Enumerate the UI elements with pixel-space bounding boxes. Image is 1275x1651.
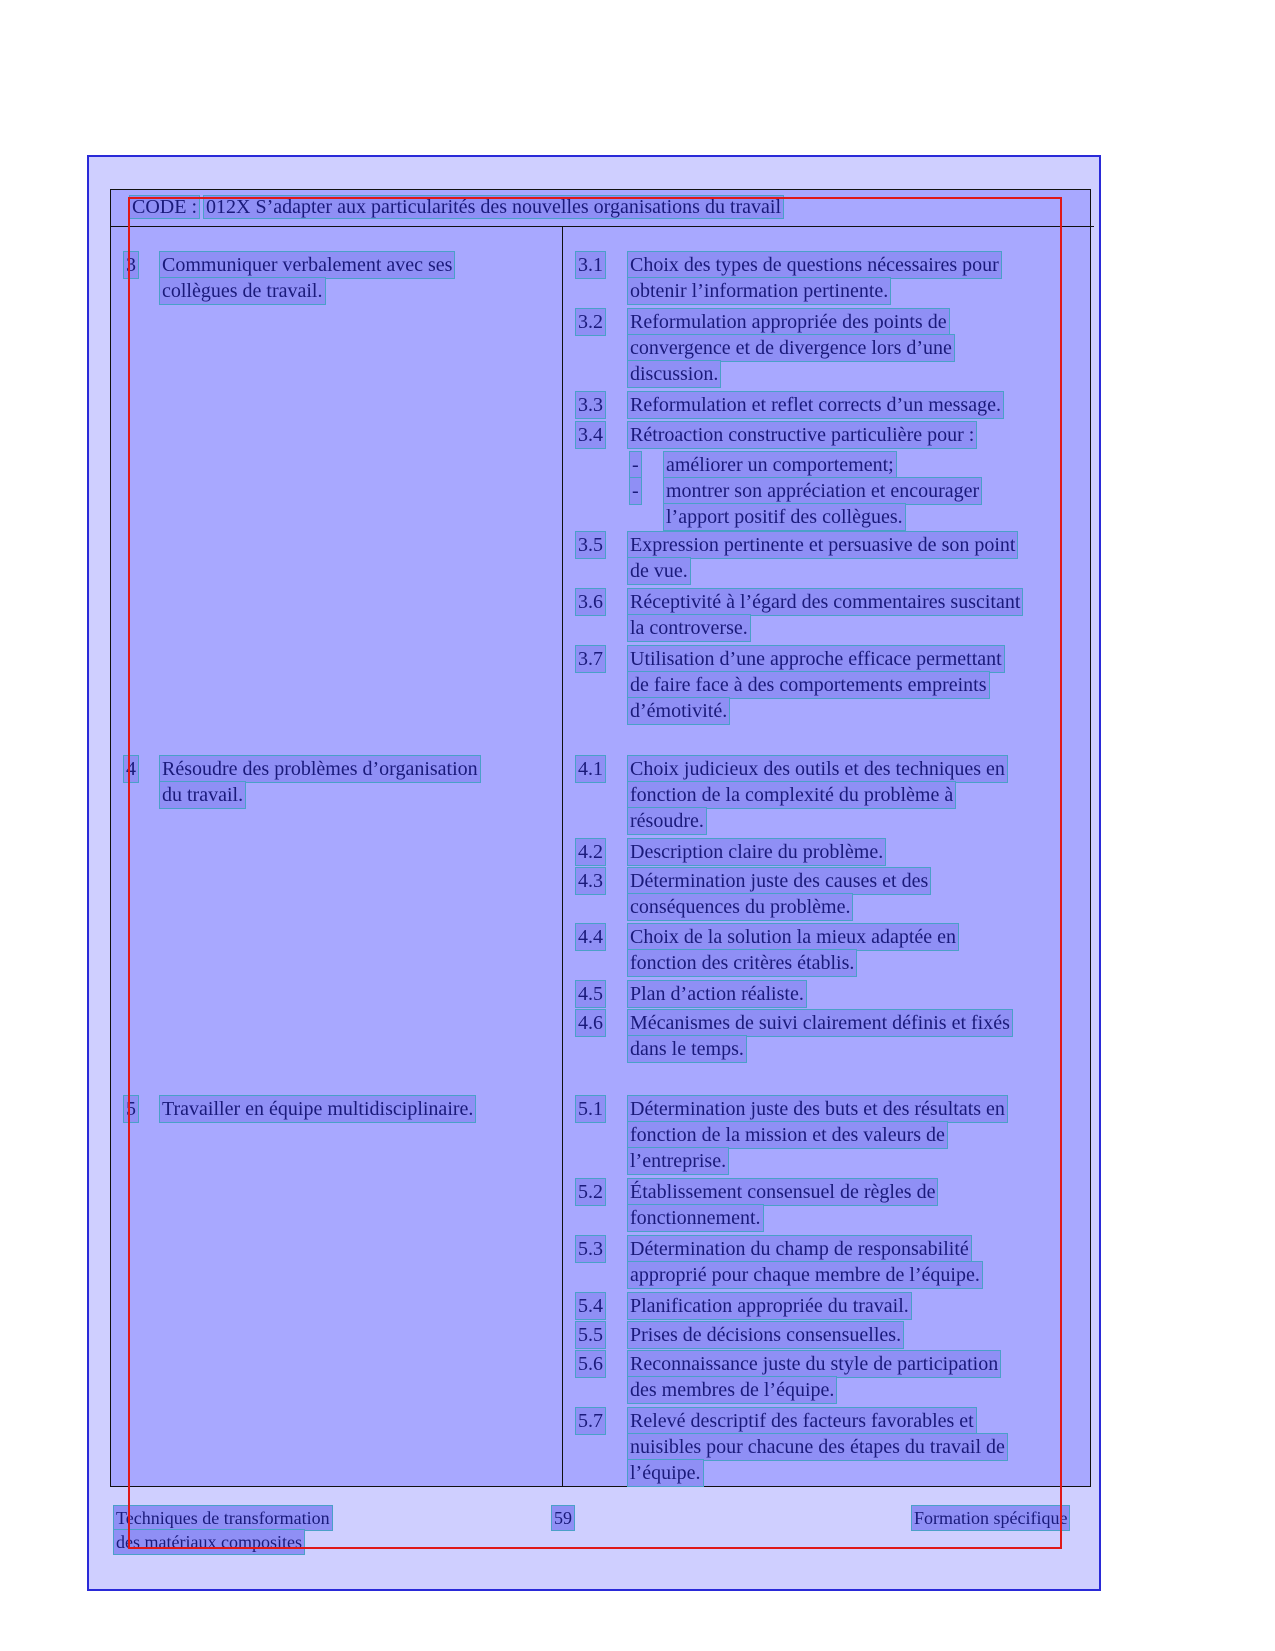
- criterion-number: 3.4: [578, 424, 603, 446]
- criterion-line: Choix de la solution la mieux adaptée en: [630, 926, 957, 948]
- criterion-number: 4.6: [578, 1012, 603, 1034]
- element-number: 4: [126, 758, 136, 780]
- criterion-number: 3.6: [578, 591, 603, 613]
- criterion-line: obtenir l’information pertinente.: [630, 280, 889, 302]
- criterion-line: Prises de décisions consensuelles.: [630, 1324, 902, 1346]
- bullet-line: montrer son appréciation et encourager: [666, 480, 980, 502]
- criterion-line: discussion.: [630, 363, 719, 385]
- criterion-line: Détermination du champ de responsabilité: [630, 1238, 969, 1260]
- criterion-line: Établissement consensuel de règles de: [630, 1181, 936, 1203]
- bullet-line: améliorer un comportement;: [666, 454, 894, 476]
- criterion-line: d’émotivité.: [630, 700, 728, 722]
- element-title-line: du travail.: [162, 784, 244, 806]
- element-number: 3: [126, 254, 136, 276]
- criterion-number: 3.2: [578, 311, 603, 333]
- element-title-line: Résoudre des problèmes d’organisation: [162, 758, 478, 780]
- criterion-line: Reformulation et reflet corrects d’un message.: [630, 394, 1001, 416]
- criterion-number: 5.1: [578, 1098, 603, 1120]
- code-header: [130, 194, 783, 220]
- criterion-line: de vue.: [630, 560, 688, 582]
- criterion-line: Détermination juste des buts et des résultats en: [630, 1098, 1005, 1120]
- criterion-number: 3.7: [578, 648, 603, 670]
- element-number: 5: [126, 1098, 136, 1120]
- criterion-number: 5.5: [578, 1324, 603, 1346]
- criterion-line: Utilisation d’une approche efficace permettant: [630, 648, 1002, 670]
- criterion-line: Détermination juste des causes et des: [630, 870, 929, 892]
- element-title-line: Travailler en équipe multidisciplinaire.: [162, 1098, 474, 1120]
- header-divider: [110, 226, 1094, 227]
- criterion-line: Reformulation appropriée des points de: [630, 311, 947, 333]
- bullet-dash: -: [632, 454, 639, 476]
- criterion-number: 4.2: [578, 841, 603, 863]
- criterion-number: 4.3: [578, 870, 603, 892]
- criterion-line: nuisibles pour chacune des étapes du travail de: [630, 1436, 1005, 1458]
- footer-right: Formation spécifique: [914, 1508, 1068, 1528]
- criterion-number: 5.2: [578, 1181, 603, 1203]
- criterion-line: Reconnaissance juste du style de participation: [630, 1353, 999, 1375]
- criterion-line: Réceptivité à l’égard des commentaires suscitant: [630, 591, 1021, 613]
- criterion-line: de faire face à des comportements empreints: [630, 674, 987, 696]
- criterion-line: l’équipe.: [630, 1462, 701, 1484]
- criterion-number: 4.5: [578, 983, 603, 1005]
- criterion-line: Choix des types de questions nécessaires pour: [630, 254, 999, 276]
- criterion-line: conséquences du problème.: [630, 896, 851, 918]
- criterion-line: dans le temps.: [630, 1038, 744, 1060]
- criterion-number: 3.1: [578, 254, 603, 276]
- criterion-line: Expression pertinente et persuasive de son point: [630, 534, 1016, 556]
- criterion-line: l’entreprise.: [630, 1150, 727, 1172]
- criterion-line: convergence et de divergence lors d’une: [630, 337, 952, 359]
- criterion-number: 4.1: [578, 758, 603, 780]
- criterion-number: 5.6: [578, 1353, 603, 1375]
- criterion-line: Mécanismes de suivi clairement définis et fixés: [630, 1012, 1010, 1034]
- page-number: 59: [554, 1508, 572, 1528]
- footer-left-line: Techniques de transformation: [116, 1508, 330, 1528]
- criterion-line: fonctionnement.: [630, 1207, 761, 1229]
- criterion-number: 5.4: [578, 1295, 603, 1317]
- criterion-line: Planification appropriée du travail.: [630, 1295, 909, 1317]
- criterion-number: 3.3: [578, 394, 603, 416]
- criterion-line: fonction de la mission et des valeurs de: [630, 1124, 945, 1146]
- code-label: CODE :: [132, 196, 197, 218]
- criterion-line: la controverse.: [630, 617, 748, 639]
- criterion-number: 5.3: [578, 1238, 603, 1260]
- code-title: 012X S’adapter aux particularités des nouvelles organisations du travail: [206, 196, 782, 218]
- criterion-line: approprié pour chaque membre de l’équipe.: [630, 1264, 980, 1286]
- criterion-line: Description claire du problème.: [630, 841, 884, 863]
- criterion-number: 5.7: [578, 1410, 603, 1432]
- criterion-line: Plan d’action réaliste.: [630, 983, 804, 1005]
- element-title-line: collègues de travail.: [162, 280, 323, 302]
- column-divider: [562, 226, 563, 1487]
- criterion-number: 3.5: [578, 534, 603, 556]
- criterion-line: résoudre.: [630, 810, 704, 832]
- criterion-line: fonction des critères établis.: [630, 952, 855, 974]
- bullet-dash: -: [632, 480, 639, 502]
- element-title-line: Communiquer verbalement avec ses: [162, 254, 453, 276]
- criterion-line: des membres de l’équipe.: [630, 1379, 835, 1401]
- criterion-line: Rétroaction constructive particulière pour :: [630, 424, 975, 446]
- bullet-line: l’apport positif des collègues.: [666, 506, 903, 528]
- criterion-line: Choix judicieux des outils et des techniques en: [630, 758, 1005, 780]
- criterion-number: 4.4: [578, 926, 603, 948]
- footer-left-line: des matériaux composites: [116, 1532, 302, 1552]
- criterion-line: fonction de la complexité du problème à: [630, 784, 954, 806]
- criterion-line: Relevé descriptif des facteurs favorables et: [630, 1410, 974, 1432]
